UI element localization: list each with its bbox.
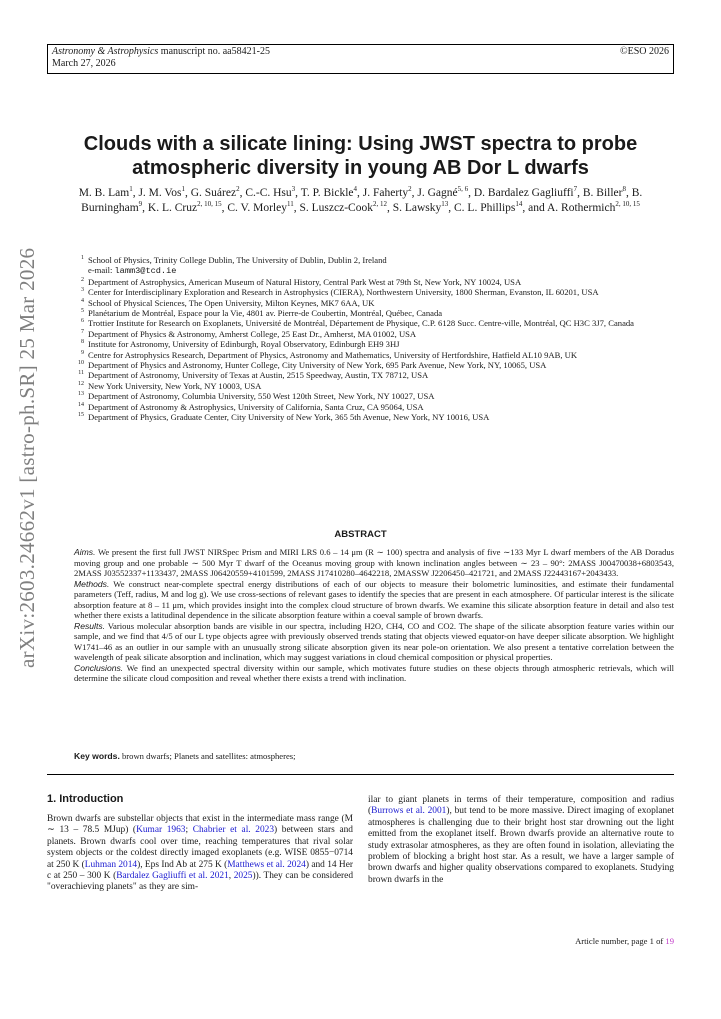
total-pages-link[interactable]: 19 — [665, 936, 674, 946]
footer-text: Article number, page 1 of — [575, 936, 666, 946]
affiliation-list — [74, 255, 674, 423]
author — [363, 187, 412, 199]
author — [583, 187, 626, 199]
page-footer — [575, 936, 674, 946]
author-name: B. Biller — [582, 187, 623, 199]
aims-label: Aims. — [74, 547, 96, 557]
affiliation-item — [74, 360, 674, 370]
affiliation-text: New York University, New York, NY 10003, USA — [88, 380, 262, 391]
author — [79, 187, 133, 199]
affiliation-number: 15 — [78, 412, 84, 419]
conclusions-text: We find an unexpected spectral diversity within our sample, which motivates future studies on these objects through atmospheric retrievals, which will determine the silicate cloud composition and reveal whether there exists a trend with inclination. — [74, 662, 674, 683]
text-run: ; — [185, 825, 193, 836]
affiliation-item — [74, 350, 674, 360]
body-column-right — [368, 795, 674, 886]
affiliation-item — [74, 277, 674, 287]
affiliation-number: 11 — [78, 370, 84, 377]
affiliation-number: 9 — [81, 349, 84, 356]
affiliation-number: 14 — [78, 401, 84, 408]
affiliation-item — [74, 339, 674, 349]
manuscript-number: manuscript no. aa58421-25 — [158, 46, 270, 57]
citation-link[interactable]: Luhman 2014 — [84, 859, 138, 870]
intro-paragraph-1 — [47, 814, 353, 894]
affiliation-text: Department of Physics & Astronomy, Amherst College, 25 East Dr., Amherst, MA 01002, USA — [88, 328, 417, 339]
email-address[interactable]: lamm3@tcd.ie — [114, 266, 177, 277]
affiliation-text: School of Physics, Trinity College Dublin, The University of Dublin, Dublin 2, Ireland — [88, 255, 387, 265]
affiliation-text: Centre for Astrophysics Research, Department of Physics, Astronomy and Mathematics, University of Hertfordshire, Hatfield AL10 9AB, UK — [88, 349, 578, 360]
author-affiliation-marker: 14 — [515, 200, 523, 209]
affiliation-number: 5 — [81, 308, 84, 315]
abstract-aims — [74, 547, 674, 579]
keywords-text: brown dwarfs; Planets and satellites: atmospheres; — [119, 751, 296, 761]
affiliation-text: Institute for Astronomy, University of Edinburgh, Royal Observatory, Edinburgh EH9 3HJ — [88, 339, 400, 350]
author-name: M. B. Lam — [78, 187, 130, 199]
intro-paragraph-2 — [368, 795, 674, 886]
author — [454, 202, 522, 214]
keywords — [74, 751, 674, 761]
body-column-left — [47, 814, 353, 894]
affiliation-text: Department of Physics and Astronomy, Hunter College, City University of New York, 695 Park Avenue, New York, NY, 10065, USA — [88, 360, 547, 371]
keywords-label: Key words. — [74, 751, 120, 761]
author-name: J. Gagné — [417, 187, 458, 199]
affiliation-item — [74, 329, 674, 339]
arxiv-stamp: arXiv:2603.24662v1 [astro-ph.SR] 25 Mar 2026 — [15, 247, 39, 668]
affiliation-number: 10 — [78, 360, 84, 367]
author — [138, 187, 185, 199]
text-run: ), Eps Ind Ab at 275 K ( — [137, 859, 228, 870]
affiliation-number: 13 — [78, 391, 84, 398]
text-run: ) and 14 Her c at 250 – 300 K ( — [47, 859, 353, 882]
author-name: C. V. Morley — [227, 202, 287, 214]
author — [393, 202, 449, 214]
affiliation-item — [74, 370, 674, 380]
author-affiliation-marker: 8 — [622, 185, 626, 194]
author-affiliation-marker: 1 — [181, 185, 185, 194]
results-text: Various molecular absorption bands are visible in our spectra, including H2O, CH4, CO and CO2. The shape of the silicate absorption feature varies within our sample, and we find that 4/5 of our L type objects agree with previously observed trends stating that objects viewed equator-on have deeper silicate absorption. We highlight W1741–46 as an outlier in our sample with an unusually strong silicate absorption given its near pole-on orientation. We also present a tentative correlation between the wavelength of peak silicate absorption and inclination, which may suggest variations in cloud chemical composition or physical properties. — [74, 620, 674, 662]
affiliation-text: Trottier Institute for Research on Exoplanets, Université de Montréal, Département de Physique, C.P. 6128 Succ. Centre-ville, Montréal, QC H3C 3J7, Canada — [88, 318, 634, 329]
results-label: Results. — [74, 620, 106, 631]
affiliation-item — [74, 318, 674, 328]
section-heading-introduction: 1. Introduction — [47, 793, 124, 805]
author-affiliation-marker: 11 — [286, 200, 294, 209]
text-run: ) between stars and planets. Brown dwarfs cool over time, reaching temperatures that rival solar system objects or the coldest directly imaged exoplanets (e.g. WISE 0855−0714 at 250 K ( — [47, 825, 353, 870]
author-affiliation-marker: 5, 6 — [457, 185, 469, 194]
author-affiliation-marker: 7 — [573, 185, 578, 194]
author — [148, 202, 222, 214]
affiliation-item — [74, 381, 674, 391]
author-name: T. P. Bickle — [300, 187, 354, 199]
author — [299, 202, 386, 214]
aims-text: We present the first full JWST NIRSpec Prism and MIRI LRS 0.6 – 14 μm (R ∼ 100) spectra and analysis of five ∼133 Myr L dwarf members of the AB Doradus moving group and one probable ∼ 500 Myr T dwarf of the Oceanus moving group with known inclination angles between ∼ 23 – 90°: 2MASS J00470038+6803543, 2MASS J03552337+1133437, 2MASS J06420559+4101599, 2MASS J17410280–4642218, 2MASSW J2206450–421721, and 2MASS J22443167+2043433. — [74, 547, 674, 578]
affiliation-item — [74, 402, 674, 412]
author-affiliation-marker: 13 — [441, 200, 449, 209]
header-copyright: ©ESO 2026 — [620, 46, 669, 57]
text-run: ilar to giant planets in terms of their temperature, composition and radius ( — [368, 795, 674, 817]
conclusions-label: Conclusions. — [74, 662, 124, 673]
author-affiliation-marker: 3 — [291, 185, 296, 194]
author-affiliation-marker: 2, 10, 15 — [197, 200, 222, 209]
author — [301, 187, 357, 199]
text-run: , — [228, 871, 234, 882]
author-name: J. Faherty — [362, 187, 409, 199]
author-name: S. Lawsky — [392, 202, 442, 214]
affiliation-text: Department of Astronomy & Astrophysics, University of California, Santa Cruz, CA 95064, USA — [88, 401, 424, 412]
citation-link[interactable]: Kumar 1963 — [136, 825, 186, 836]
title-line-1: Clouds with a silicate lining: Using JWST spectra to probe — [83, 133, 638, 155]
author — [417, 187, 468, 199]
methods-label: Methods. — [74, 578, 110, 589]
affiliation-item — [74, 255, 674, 277]
author-name: C. L. Phillips — [454, 202, 516, 214]
affiliation-number: 6 — [81, 318, 84, 325]
abstract-heading: ABSTRACT — [334, 529, 387, 540]
affiliation-item — [74, 287, 674, 297]
abstract — [74, 547, 674, 684]
affiliation-text: Department of Physics, Graduate Center, City University of New York, 365 5th Avenue, New York, NY 10016, USA — [88, 412, 490, 423]
author — [474, 187, 577, 199]
author-affiliation-marker: 2 — [236, 185, 240, 194]
text-run: ), but tend to be more massive. Direct imaging of exoplanet atmospheres is challenging due to their bright host star drowning out the light emitted from the exoplanet itself. Brown dwarfs provide an alternative route to study extrasolar atmospheres, as they are often found in isolation, alleviating the problem of blocking a bright host star. As a result, we have a larger sample of brown dwarfs and higher quality observations compared to exoplanets. Studying brown dwarfs in the — [368, 806, 675, 885]
methods-text: We construct near-complete spectral energy distributions of each of our objects to measure their bolometric luminosities, and estimate their fundamental parameters (Teff, radius, M and log g). We use cross-sections of relevant gases to identify the species that are present in each atmosphere. Of particular interest is the silicate absorption feature at 8 – 11 μm, which provides insight into the complex cloud structure of brown dwarfs. We examine this silicate absorption feature in detail and also test whether there exists a latitudinal dependence in the silicate absorption feature within a coeval sample of brown dwarfs. — [74, 578, 674, 620]
text-run: )). They can be considered "overachieving planets" as they are sim- — [47, 871, 354, 893]
abstract-methods — [74, 579, 674, 621]
affiliation-text: School of Physical Sciences, The Open University, Milton Keynes, MK7 6AA, UK — [88, 297, 375, 308]
citation-link[interactable]: Chabrier et al. 2023 — [192, 825, 275, 836]
author-name: K. L. Cruz — [147, 202, 198, 214]
author-name: G. Suárez — [190, 187, 237, 199]
affiliation-number: 12 — [78, 380, 84, 387]
author — [227, 202, 293, 214]
affiliation-number: 2 — [81, 276, 84, 283]
email-label: e-mail: — [88, 265, 115, 276]
citation-link[interactable]: Burrows et al. 2001 — [371, 806, 447, 817]
author-affiliation-marker: 1 — [129, 185, 133, 194]
author-affiliation-marker: 9 — [138, 200, 143, 209]
affiliation-item — [74, 308, 674, 318]
author-affiliation-marker: 2, 12 — [372, 200, 387, 209]
author — [245, 187, 295, 199]
affiliation-item — [74, 391, 674, 401]
affiliation-text: Department of Astrophysics, American Museum of Natural History, Central Park West at 79th St, New York, NY 10024, USA — [88, 276, 522, 287]
affiliation-text: Department of Astronomy, University of Texas at Austin, 2515 Speedway, Austin, TX 78712, USA — [88, 370, 429, 381]
author-list: M. B. Lam$^1$, J. M. Vos$^1$, G. Suárez$^2$, C.-C. Hsu$^3$, T. P. Bickle$^4$, J. Faherty$^2$, J. Gagné$^{5, 6}$, D. Bardalez Gagliuffi$^7$, B. Biller$^8$, B. Burningham$^9$, K. L. Cruz$^{2, 10, 15}$, C. V. Morley$^{11}$, S. Luszcz-Cook$^{2, 12}$, S. Lawsky$^{13}$, C. L. Phillips$^{14}$, and A. Rothermich$^{2, 10, 15}$ — [78, 185, 643, 214]
author-name: J. M. Vos — [138, 187, 182, 199]
citation-link[interactable]: Bardalez Gagliuffi et al. 2021 — [116, 871, 229, 882]
abstract-conclusions — [74, 663, 674, 684]
affiliation-number: 7 — [81, 328, 84, 335]
affiliation-number: 3 — [81, 287, 84, 294]
author-name: A. Rothermich — [546, 202, 616, 214]
citation-link[interactable]: 2025 — [233, 871, 253, 882]
affiliation-item — [74, 412, 674, 422]
author-affiliation-marker: 4 — [353, 185, 358, 194]
affiliation-number: 1 — [81, 255, 84, 261]
header-date: March 27, 2026 — [52, 58, 116, 69]
affiliation-number: 4 — [81, 297, 84, 304]
affiliation-text: Department of Astronomy, Columbia University, 550 West 120th Street, New York, NY 10027, USA — [88, 391, 435, 402]
title-line-2: atmospheric diversity in young AB Dor L dwarfs — [132, 157, 589, 179]
author-affiliation-marker: 2 — [408, 185, 412, 194]
running-header — [47, 44, 674, 74]
journal-name: Astronomy & Astrophysics — [52, 46, 159, 57]
author-name: B. Burningham — [81, 187, 643, 214]
author — [191, 187, 240, 199]
header-journal — [52, 46, 270, 57]
author-name: C.-C. Hsu — [245, 187, 292, 199]
author-affiliation-marker: 2, 10, 15 — [615, 200, 640, 209]
affiliation-number: 8 — [81, 339, 84, 346]
paper-title — [47, 132, 674, 180]
author-name: D. Bardalez Gagliuffi — [473, 187, 574, 199]
text-run: Brown dwarfs are substellar objects that exist in the intermediate mass range (M ∼ 13 – 78.5 MJup) ( — [47, 814, 353, 836]
abstract-rule — [47, 774, 674, 775]
author-name: S. Luszcz-Cook — [299, 202, 373, 214]
abstract-results — [74, 621, 674, 663]
citation-link[interactable]: Matthews et al. 2024 — [227, 859, 306, 870]
affiliation-text: Planétarium de Montréal, Espace pour la Vie, 4801 av. Pierre-de Coubertin, Montréal, Québec, Canada — [88, 308, 443, 319]
affiliation-item — [74, 298, 674, 308]
author — [547, 202, 640, 214]
affiliation-text: Center for Interdisciplinary Exploration and Research in Astrophysics (CIERA), Northwestern University, 1800 Sherman, Evanston, IL 60201, USA — [88, 287, 599, 298]
